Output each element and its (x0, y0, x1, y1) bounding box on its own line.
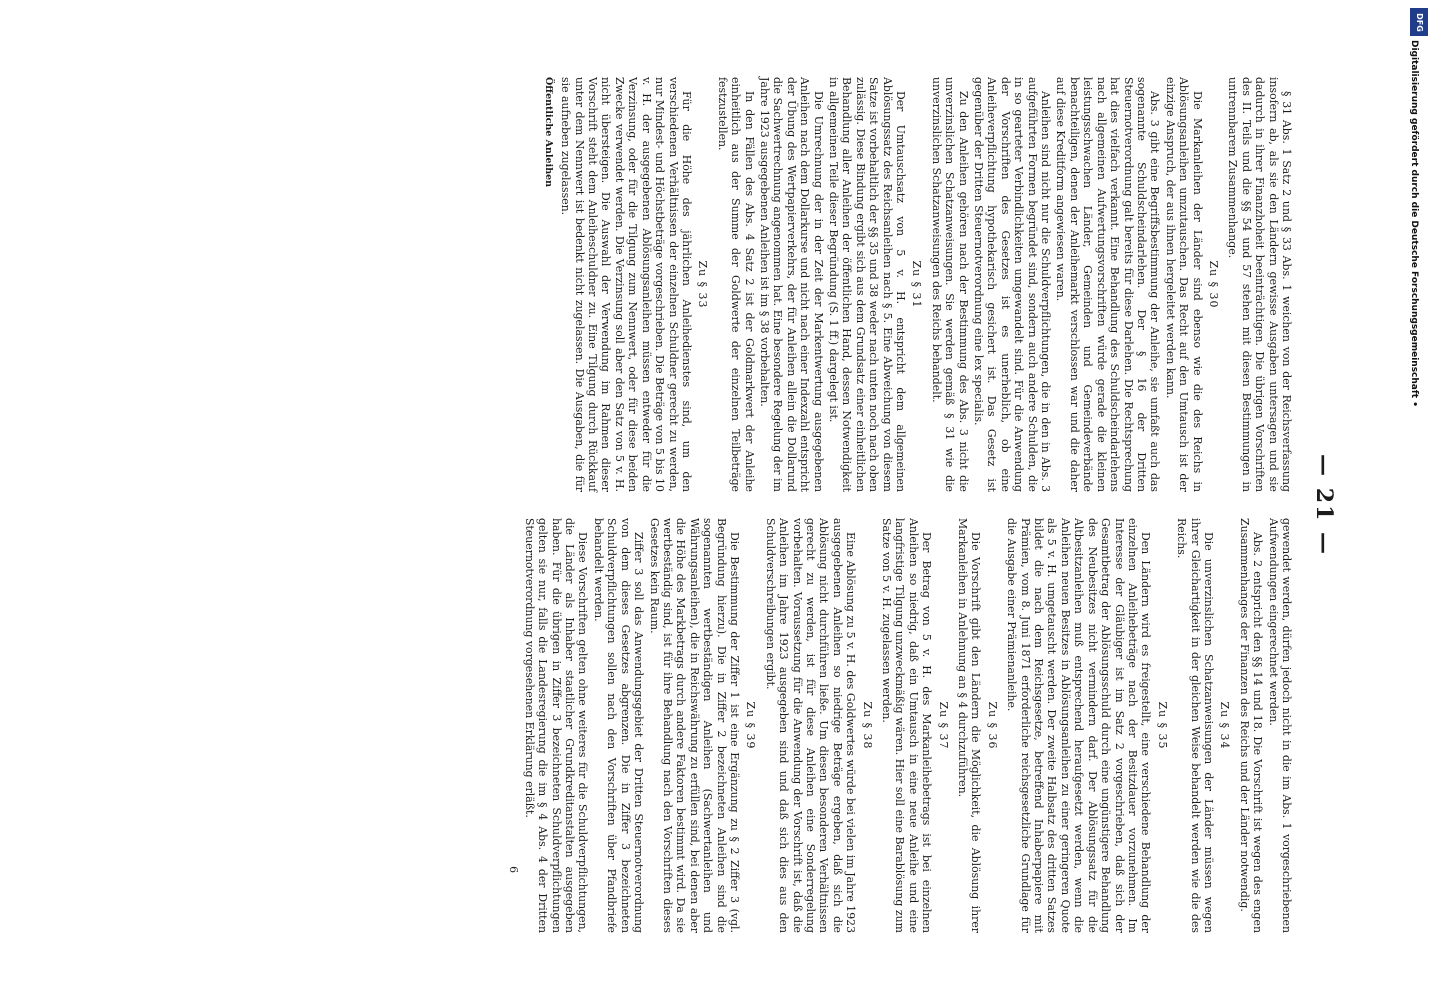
section-heading-37: Zu § 37 (936, 701, 950, 750)
funding-sidebar (1405, 0, 1434, 1000)
paragraph: Die Umrechnung der in der Zeit der Markentwertung ausgegebenen Anleihen nach dem Dollarkurse und nicht nach einer Indexzahl entspricht der Übung des Wertpapierverkehrs, der für Anleihen allein die Dollarund die Sachwertrechnung angenommen hat. Eine besondere Regelung der im Jahre 1923 ausgegebenen Anleihen ist im § 38 vorbehalten. (757, 77, 825, 492)
paragraph: Die Bestimmung der Ziffer 1 ist eine Ergänzung zu § 2 Ziffer 3 (vgl. Begründung hierzu). Die in Ziffer 2 bezeichneten Anleihen sind die sogenannten wertbeständigen Anleihen (Sachwertanleihen und Währungsanleihen), die in Reichswährung zu erfüllen sind, bei denen aber die Höhe des Markbetrags durch andere Faktoren bestimmt wird. Da sie wertbeständig sind, ist für ihre Behandlung nach den Vorschriften dieses Gesetzes kein Raum. (647, 518, 741, 933)
section-heading-35: Zu § 35 (1155, 701, 1169, 750)
section-heading-36: Zu § 36 (985, 701, 999, 750)
paragraph: Die Markanleihen der Länder sind ebenso wie die des Reichs in Ablösungsanleihen umzutauschen. Das Recht auf den Umtausch ist der einzige Anspruch, der aus ihnen hergeleitet werden kann. (1163, 77, 1204, 492)
footer-note: Öffentliche Anleihen (542, 77, 554, 188)
section-heading-39: Zu § 39 (744, 701, 758, 750)
document-page (15, 55, 1355, 955)
paragraph: § 31 Abs. 1 Satz 2 und § 33 Abs. 1 weichen von der Reichsverfassung insofern ab, als sie den Ländern gewisse Ausgaben untersagen und sie dadurch in ihrer Finanzhoheit beeinträchtigen. Die übrigen Vorschriften des II. Teils und die §§ 54 und 57 stehen mit diesen Bestimmungen in untrennbarem Zusammenhange. (1226, 77, 1293, 492)
section-heading-31: Zu § 31 (910, 260, 924, 309)
signature-mark: 6 (507, 866, 521, 873)
paragraph: Der Betrag von 5 v. H. des Markanleihebetrags ist bei einzelnen Anleihen so niedrig, daß ein Umtausch in eine neue Anleihe und eine langfristige Tilgung unzweckmäßig wären. Hier soll eine Barablösung zum Satze von 5 v. H. zugelassen werden. (880, 518, 934, 933)
paragraph: In den Fällen des Abs. 4 Satz 2 ist der Goldmarkwert der Anleihe einheitlich aus der Summe der Goldwerte der einzelnen Teilbeträge festzustellen. (715, 77, 756, 492)
paragraph: Abs. 3 gibt eine Begriffsbestimmung der Anleihe, sie umfaßt auch das sogenannte Schuldscheindarlehen. Der § 16 der Dritten Steuernotverordnung galt bereits für diese Darlehen. Die Rechtsprechung hat dies vielfach verkannt. Eine Behandlung des Schuldscheindarlehens nach allgemeinen Aufwertungsvorschriften würde gerade die kleinen leistungsschwachen Länder, Gemeinden und Gemeindeverbände benachteiligen, denen der Anleihemarkt verschlossen war und die daher auf diese Kreditform angewiesen waren. (1054, 77, 1162, 492)
paragraph: Eine Ablösung zu 5 v. H. des Goldwertes würde bei vielen im Jahre 1923 ausgegebenen Anleihen so niedrige Beträge ergeben, daß sich die Ablösung nicht durchführen ließe. Um diesen besonderen Verhältnissen gerecht zu werden, ist für diese Anleihen eine Sonderregelung vorbehalten. Voraussetzung für die Anwendung der Vorschrift ist, daß die Anleihen im Jahre 1923 ausgegeben sind und daß sich dies aus den Schuldverschreibungen ergibt. (763, 518, 858, 933)
paragraph: Den Ländern wird es freigestellt, eine verschiedene Behandlung der einzelnen Anleihebeträge nach der Besitzdauer vorzunehmen. Im Interesse der Gläubiger ist im Satz 2 vorgeschrieben, daß sich der Gesamtbetrag der Ablösungsschuld durch eine ungünstigere Behandlung des Neubesitzes nicht vermindern darf. Der Ablösungssatz für die Altbesitzanleihen muß entsprechend heraufgesetzt werden, wenn die Anleihen neuen Besitzes in Ablösungsanleihen zu einer geringeren Quote als 5 v. H. umgetauscht werden. Der zweite Halbsatz des dritten Satzes bildet die nach dem Reichsgesetze, betreffend Inhaberpapiere mit Prämien, vom 8. Juni 1871 erforderliche reichsgesetzliche Grundlage für die Ausgabe einer Prämienanleihe. (1005, 518, 1153, 933)
paragraph: Die Vorschrift gibt den Ländern die Möglichkeit, die Ablösung ihrer Markanleihen in Anlehnung an § 4 durchzuführen. (956, 518, 983, 933)
section-heading-30: Zu § 30 (1206, 260, 1220, 309)
left-column (541, 77, 1293, 492)
paragraph: Ziffer 3 soll das Anwendungsgebiet der Dritten Steuernotverordnung von dem dieses Gesetzes abgrenzen. Die in Ziffer 3 bezeichneten Schuldverpflichtungen sollen nach den Vorschriften über Pfandbriefe behandelt werden. (591, 518, 646, 933)
dfg-logo (1410, 8, 1428, 36)
paragraph: gewendet werden, dürfen jedoch nicht in die im Abs. 1 vorgeschriebenen Aufwendungen eingerechnet werden. (1266, 518, 1293, 933)
section-heading-34: Zu § 34 (1218, 701, 1232, 750)
paragraph: Die unverzinslichen Schatzanweisungen der Länder müssen wegen ihrer Gleichartigkeit in der gleichen Weise behandelt werden wie die des Reichs. (1175, 518, 1215, 933)
paragraph: Anleihen sind nicht nur die Schuldverpflichtungen, die in den in Abs. 3 aufgeführten Formen begründet sind, sondern auch andere Schulden, die in so gearteter Verbindlichkeiten umgewandelt sind. Für die Anwendung der Vorschriften des Gesetzes ist es unerheblich, ob eine Anleiheverpflichtung hypothekarisch gesichert ist. Das Gesetz ist gegenüber der Dritten Steuernotverordnung eine lex specialis. (972, 77, 1053, 492)
paragraph: Der Umtauschsatz von 5 v. H. entspricht dem allgemeinen Ablösungssatz des Reichsanleihen nach § 5. Eine Abweichung von diesem Satze ist vorbehaltlich der §§ 35 und 38 weder nach unten noch nach oben zulässig. Diese Bindung ergibt sich aus dem Grundsatz einer einheitlichen Behandlung aller Anleihen der öffentlichen Hand, dessen Notwendigkeit in allgemeinen Teile dieser Begründung (S. 1 ff.) dargelegt ist. (827, 77, 908, 492)
paragraph: Abs. 2 entspricht den §§ 14 und 18. Die Vorschrift ist wegen des engen Zusammenhanges der Finanzen des Reichs und der Länder notwendig. (1237, 518, 1265, 933)
dfg-logo-text: DFG (1414, 12, 1424, 32)
paragraph: Zu den Anleihen gehören nach der Bestimmung des Abs. 3 nicht die unverzinslichen Schatzanweisungen. Sie werden gemäß § 31 wie die unverzinslichen Schatzanweisungen des Reichs behandelt. (929, 77, 970, 492)
paragraph: Für die Höhe des jährlichen Anleihedienstes sind, um den verschiedenen Verhältnissen der einzelnen Schuldner gerecht zu werden, nur Mindest- und Höchstbeträge vorgeschrieben. Die Beträge von 5 bis 10 v. H. der ausgegebenen Ablösungsanleihen müssen entweder für die Verzinsung, oder für die Tilgung zum Nennwert, oder für diese beiden Zwecke verwendet werden. Die Verzinsung soll aber den Satz von 5 v. H. nicht übersteigen. Die Auswahl der Verwendung im Rahmen dieser Vorschrift steht dem Anleiheschuldner zu. Eine Tilgung durch Rückkauf unter dem Nennwert ist bedenkt nicht zugelassen. Die Ausgaben, die für sie aufneben zugelassen. (559, 77, 693, 492)
paragraph: Diese Vorschriften gelten ohne weiteres für die Schuldverpflichtungen, die Länder als Inhaber staatlicher Grundkreditanstalten ausgegeben haben. Für die übrigen in Ziffer 3 bezeichneten Schuldverpflichtungen gelten sie nur, falls die Landesregierung die im § 4 Abs. 4 der Dritten Steuernotverordnung vorgesehenen Erklärung erläßt. (522, 518, 590, 933)
page-number: — 21 — (1311, 454, 1337, 556)
funding-notice: Digitalisierung gefördert durch die Deutsche Forschungsgemeinschaft • (1409, 40, 1419, 407)
right-column (507, 518, 1293, 933)
section-heading-33: Zu § 33 (696, 260, 710, 309)
section-heading-38: Zu § 38 (860, 701, 874, 750)
